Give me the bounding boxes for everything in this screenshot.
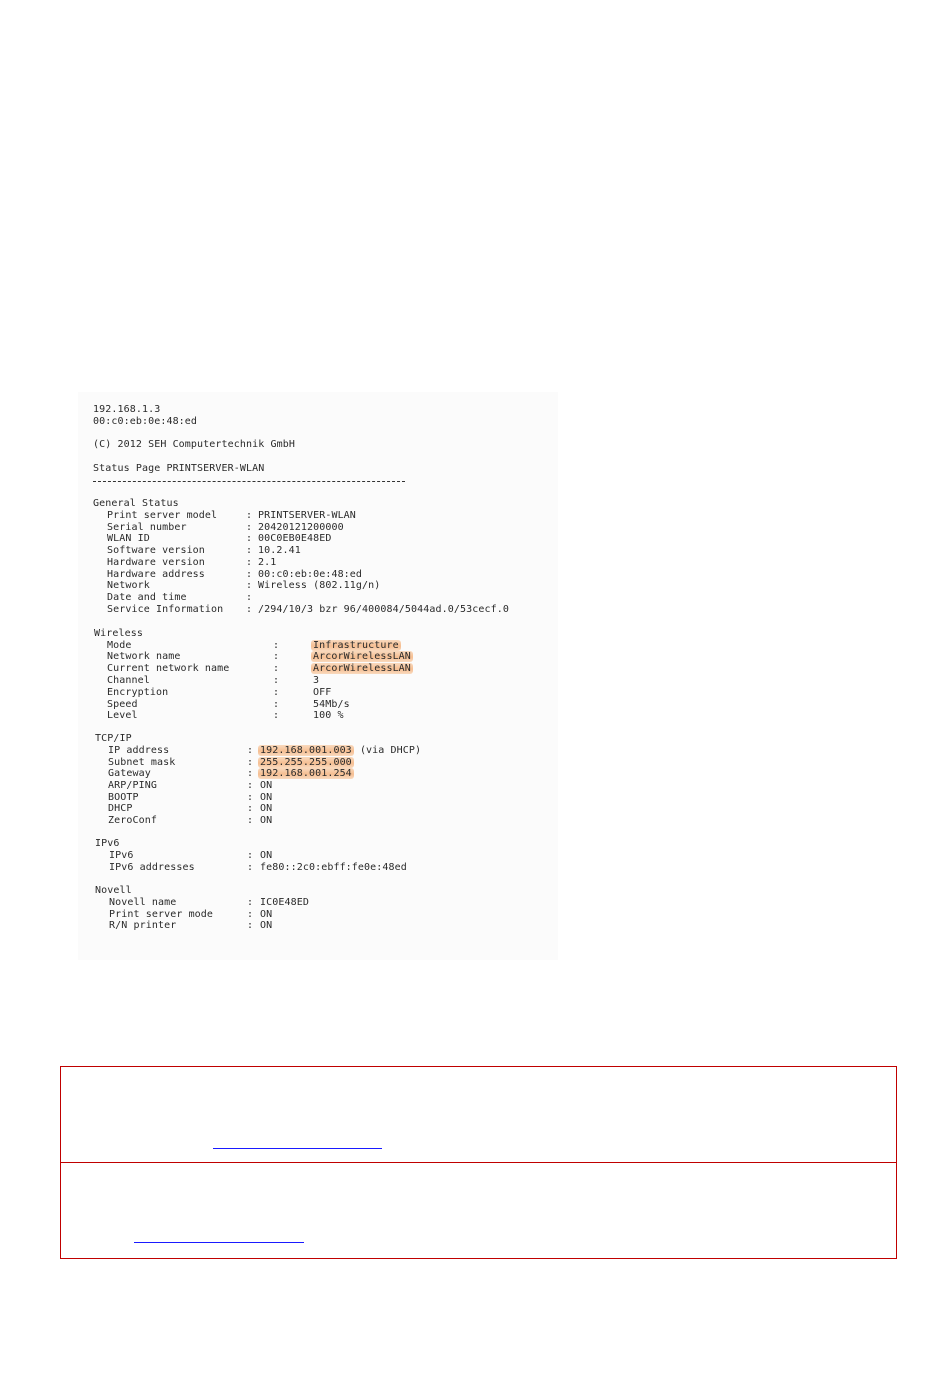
novell-key: Novell name [109, 897, 177, 908]
status-page-title: Status Page PRINTSERVER-WLAN [93, 463, 265, 474]
novell-section-title: Novell [95, 885, 132, 896]
general-key: Serial number [107, 522, 187, 533]
wireless-key: Level [107, 710, 138, 721]
general-section-title: General Status [93, 498, 179, 509]
tcpip-section-title: TCP/IP [95, 733, 132, 744]
colon: : [247, 803, 254, 814]
general-value: 10.2.41 [258, 545, 301, 556]
tcpip-value: ON [260, 792, 273, 803]
ipv6-value: fe80::2c0:ebff:fe0e:48ed [260, 862, 407, 873]
divider-dashed [93, 481, 405, 482]
tcpip-value [258, 745, 421, 757]
general-value: PRINTSERVER-WLAN [258, 510, 356, 521]
wireless-key: Encryption [107, 687, 169, 698]
colon: : [247, 792, 254, 803]
general-value: /294/10/3 bzr 96/400084/5044ad.0/53cecf.0 [258, 604, 509, 615]
highlighted-value: Infrastructure [313, 640, 399, 651]
colon: : [246, 533, 253, 544]
colon: : [247, 897, 254, 908]
general-value: 00:c0:eb:0e:48:ed [258, 569, 363, 580]
general-key: Hardware address [107, 569, 205, 580]
tcpip-value: ON [260, 780, 273, 791]
ip-line: 192.168.1.3 [93, 404, 161, 415]
wireless-key: Channel [107, 675, 150, 686]
colon: : [246, 592, 253, 603]
wireless-key: Speed [107, 699, 138, 710]
highlighted-value: ArcorWirelessLAN [313, 651, 411, 662]
novell-key: R/N printer [109, 920, 177, 931]
tcpip-key: Gateway [108, 768, 151, 779]
colon: : [246, 545, 253, 556]
highlighted-value: 192.168.001.254 [260, 768, 352, 779]
hyperlink-2[interactable] [134, 1242, 304, 1243]
colon: : [246, 557, 253, 568]
wireless-section-title: Wireless [94, 628, 143, 639]
wireless-key: Current network name [107, 663, 230, 674]
wireless-value [311, 651, 413, 663]
general-value: 2.1 [258, 557, 277, 568]
tcpip-key: ARP/PING [108, 780, 157, 791]
colon: : [273, 651, 280, 662]
colon: : [246, 522, 253, 533]
notice-box-2 [60, 1162, 897, 1259]
novell-value: IC0E48ED [260, 897, 309, 908]
tcpip-key: DHCP [108, 803, 133, 814]
colon: : [273, 675, 280, 686]
ipv6-key: IPv6 addresses [109, 862, 195, 873]
general-key: Print server model [107, 510, 218, 521]
tcpip-value: ON [260, 815, 273, 826]
wireless-value: OFF [313, 687, 332, 698]
copyright-line: (C) 2012 SEH Computertechnik GmbH [93, 439, 295, 450]
general-key: Service Information [107, 604, 224, 615]
wireless-value: 3 [313, 675, 320, 686]
colon: : [247, 862, 254, 873]
colon: : [247, 757, 254, 768]
colon: : [247, 780, 254, 791]
colon: : [273, 663, 280, 674]
tcpip-key: IP address [108, 745, 170, 756]
novell-key: Print server mode [109, 909, 214, 920]
ipv6-section-title: IPv6 [95, 838, 120, 849]
colon: : [247, 850, 254, 861]
general-key: Date and time [107, 592, 187, 603]
colon: : [247, 920, 254, 931]
highlighted-value: ArcorWirelessLAN [313, 663, 411, 674]
wireless-key: Network name [107, 651, 181, 662]
general-value: 00C0EB0E48ED [258, 533, 332, 544]
colon: : [246, 510, 253, 521]
ipv6-value: ON [260, 850, 273, 861]
general-key: Hardware version [107, 557, 205, 568]
colon: : [273, 687, 280, 698]
general-key: Software version [107, 545, 205, 556]
tcpip-value [258, 768, 354, 780]
colon: : [246, 604, 253, 615]
highlighted-value: 255.255.255.000 [260, 757, 352, 768]
novell-value: ON [260, 920, 273, 931]
colon: : [273, 640, 280, 651]
notice-box-1 [60, 1066, 897, 1163]
highlighted-value: 192.168.001.003 [260, 745, 352, 756]
colon: : [273, 710, 280, 721]
novell-value: ON [260, 909, 273, 920]
hyperlink-1[interactable] [213, 1148, 382, 1149]
ipv6-key: IPv6 [109, 850, 134, 861]
colon: : [247, 815, 254, 826]
wireless-value [311, 663, 413, 675]
colon: : [246, 580, 253, 591]
general-value: Wireless (802.11g/n) [258, 580, 381, 591]
general-value: 20420121200000 [258, 522, 344, 533]
mac-line: 00:c0:eb:0e:48:ed [93, 416, 198, 427]
wireless-key: Mode [107, 640, 132, 651]
colon: : [273, 699, 280, 710]
general-key: WLAN ID [107, 533, 150, 544]
tcpip-key: Subnet mask [108, 757, 176, 768]
dhcp-note: (via DHCP) [359, 745, 422, 756]
tcpip-key: BOOTP [108, 792, 139, 803]
colon: : [247, 909, 254, 920]
colon: : [247, 768, 254, 779]
tcpip-key: ZeroConf [108, 815, 157, 826]
colon: : [246, 569, 253, 580]
tcpip-value: ON [260, 803, 273, 814]
wireless-value: 100 % [313, 710, 344, 721]
colon: : [247, 745, 254, 756]
wireless-value: 54Mb/s [313, 699, 350, 710]
general-key: Network [107, 580, 150, 591]
